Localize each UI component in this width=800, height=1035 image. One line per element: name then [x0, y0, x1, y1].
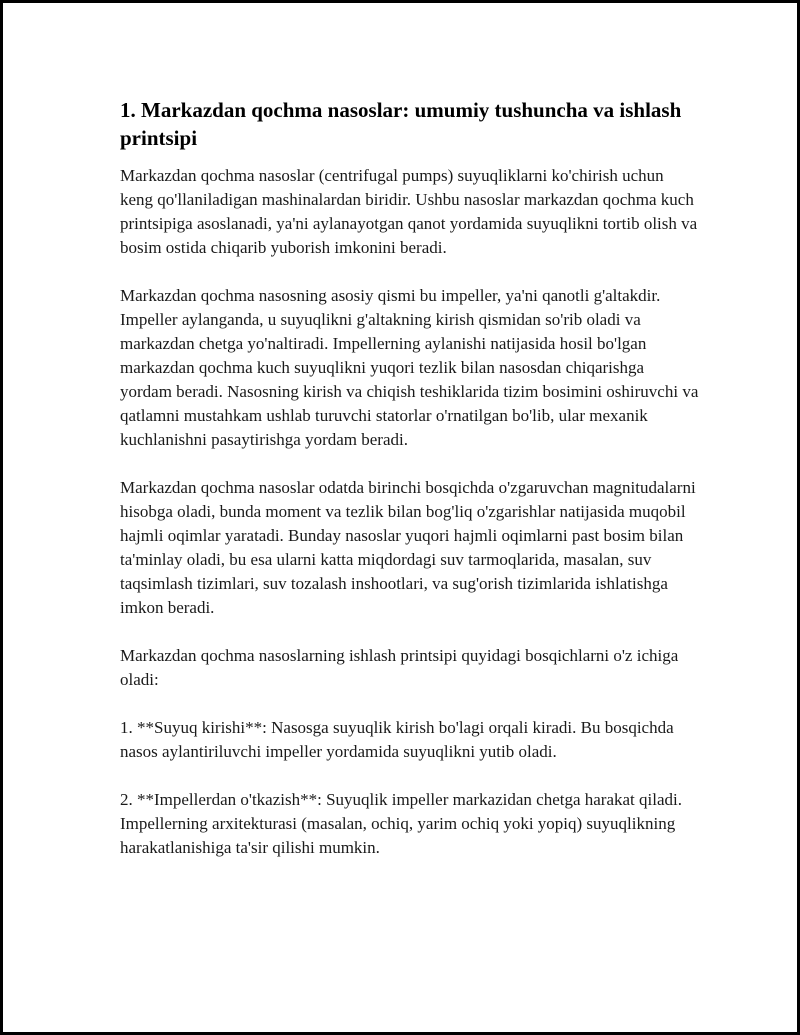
paragraph-intro: Markazdan qochma nasoslar (centrifugal pumps) suyuqliklarni ko'chirish uchun keng qo'llaniladigan mashinalardan biridir. Ushbu nasoslar markazdan qochma kuch printsipiga asoslanadi, ya'ni aylanayotgan qanot yordamida suyuqlikni tortib olish va bosim ostida chiqarib yuborish imkonini beradi.	[120, 166, 698, 257]
list-item-step-1: 1. **Suyuq kirishi**: Nasosga suyuqlik kirish bo'lagi orqali kiradi. Bu bosqichda nasos aylantiriluvchi impeller yordamida suyuqlikni yutib oladi.	[120, 718, 674, 761]
paragraph-principle-intro: Markazdan qochma nasoslarning ishlash printsipi quyidagi bosqichlarni o'z ichiga oladi:	[120, 646, 679, 689]
document-content	[120, 96, 700, 884]
list-item-step-2: 2. **Impellerdan o'tkazish**: Suyuqlik impeller markazidan chetga harakat qiladi. Impellerning arxitekturasi (masalan, ochiq, yarim ochiq yoki yopiq) suyuqlikning harakatlanishiga ta'sir qilishi mumkin.	[120, 790, 682, 857]
section-heading: 1. Markazdan qochma nasoslar: umumiy tushuncha va ishlash printsipi	[120, 98, 682, 150]
paragraph-applications: Markazdan qochma nasoslar odatda birinchi bosqichda o'zgaruvchan magnitudalarni hisobga oladi, bunda moment va tezlik bilan bog'liq o'zgarishlar natijasida muqobil hajmli oqimlar yaratadi. Bunday nasoslar yuqori hajmli oqimlarni past bosim bilan ta'minlay oladi, bu esa ularni katta miqdordagi suv tarmoqlarida, masalan, suv taqsimlash tizimlari, suv tozalash inshootlari, va sug'orish tizimlarida ishlatishga imkon beradi.	[120, 478, 696, 617]
paragraph-impeller: Markazdan qochma nasosning asosiy qismi bu impeller, ya'ni qanotli g'altakdir. Impeller aylanganda, u suyuqlikni g'altakning kirish qismidan so'rib oladi va markazdan chetga yo'naltiradi. Impellerning aylanishi natijasida hosil bo'lgan markazdan qochma kuch suyuqlikni yuqori tezlik bilan nasosdan chiqarishga yordam beradi. Nasosning kirish va chiqish teshiklarida tizim bosimini oshiruvchi va qatlamni mustahkam ushlab turuvchi statorlar o'rnatilgan bo'lib, ular mexanik kuchlanishni pasaytirishga yordam beradi.	[120, 286, 699, 449]
